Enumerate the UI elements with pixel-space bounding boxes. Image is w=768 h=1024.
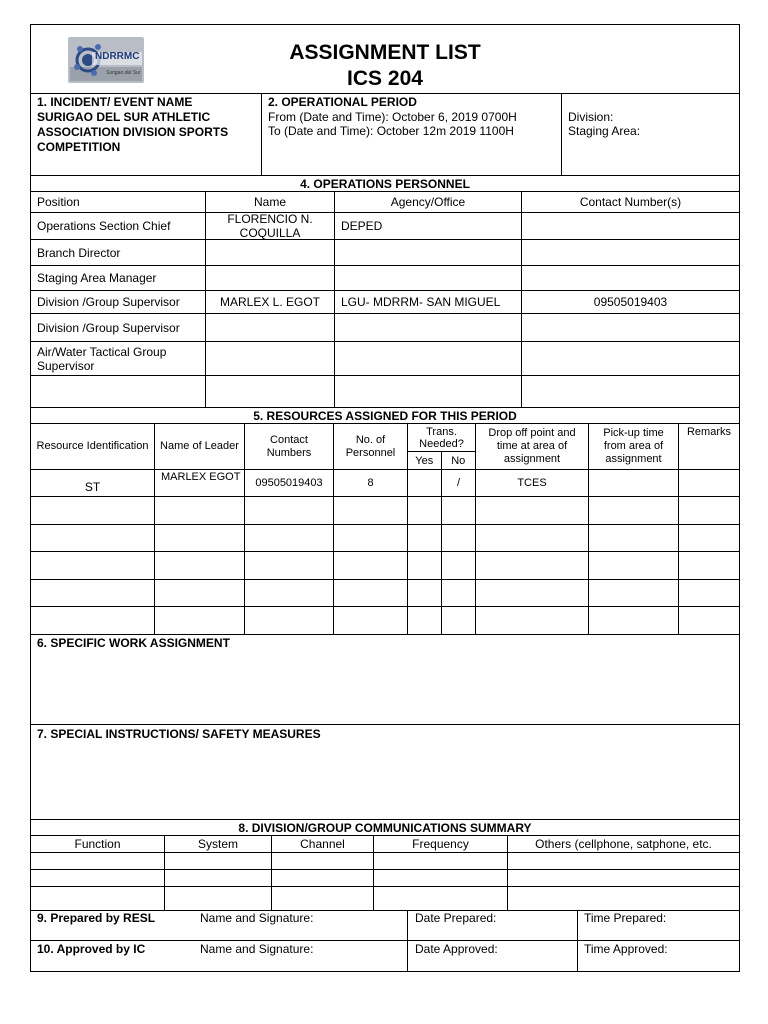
- resource-row: [31, 525, 739, 552]
- resource-personnel: [334, 525, 408, 552]
- resource-trans-no: [442, 497, 476, 525]
- resource-trans-yes: [408, 607, 442, 635]
- ops-row: [31, 376, 739, 408]
- ops-position-text: Air/Water Tactical Group Supervisor: [37, 344, 167, 373]
- operations-personnel-title: 4. OPERATIONS PERSONNEL: [300, 177, 470, 191]
- ops-row: [31, 342, 739, 376]
- incident-name-line2: ASSOCIATION DIVISION SPORTS: [37, 125, 229, 139]
- ops-row: [31, 213, 739, 240]
- approved-by-label: 10. Approved by IC: [37, 942, 146, 956]
- logo-text: NDRRMC: [95, 51, 140, 62]
- header-resource-id: [31, 424, 155, 470]
- header-trans-needed: [408, 424, 476, 470]
- ops-position: [31, 213, 206, 240]
- header-others-text: Others (cellphone, satphone, etc.: [535, 837, 712, 851]
- header-contact: [522, 192, 739, 213]
- division-field: Division:: [568, 110, 614, 124]
- ops-contact: [522, 342, 739, 376]
- ops-agency: [335, 314, 522, 342]
- resource-dropoff: [476, 552, 589, 580]
- ops-name: [206, 240, 335, 266]
- resource-remarks: [679, 525, 739, 552]
- resource-contact-text: 09505019403: [255, 477, 323, 489]
- resource-dropoff: [476, 607, 589, 635]
- table-cell: [508, 887, 739, 910]
- header-dropoff-text: Drop off point and time at area of assignment: [488, 427, 576, 465]
- resource-leader: [155, 525, 245, 552]
- ops-position-text: Division /Group Supervisor: [37, 295, 180, 309]
- ops-agency: [335, 342, 522, 376]
- header-system: [165, 836, 272, 853]
- resource-id: [31, 607, 155, 635]
- ops-name: [206, 342, 335, 376]
- ops-agency-text: DEPED: [341, 219, 383, 233]
- resource-remarks: [679, 580, 739, 607]
- ops-position: [31, 266, 206, 291]
- incident-name-line1: SURIGAO DEL SUR ATHLETIC: [37, 110, 211, 124]
- resource-contact: [245, 607, 334, 635]
- staging-area-field: Staging Area:: [568, 124, 641, 138]
- ops-name: [206, 213, 335, 240]
- ops-position: [31, 314, 206, 342]
- comm-row: [31, 887, 739, 910]
- table-cell: [374, 870, 508, 887]
- header-frequency: [374, 836, 508, 853]
- header-trans-no-text: No: [451, 454, 466, 467]
- header-channel: [272, 836, 374, 853]
- header-trans-subrow: [408, 452, 475, 469]
- resource-id-text: ST: [84, 480, 101, 494]
- resource-personnel-text: 8: [367, 477, 374, 489]
- ops-contact: [522, 213, 739, 240]
- ops-agency: [335, 266, 522, 291]
- header-function: [31, 836, 165, 853]
- header-personnel: [334, 424, 408, 470]
- resource-row: [31, 607, 739, 635]
- logo-subtext: Surigao del Sur: [106, 70, 141, 76]
- header-position: [31, 192, 206, 213]
- resource-contact: [245, 580, 334, 607]
- table-cell: [508, 853, 739, 870]
- ops-contact: [522, 314, 739, 342]
- ops-agency: [335, 291, 522, 314]
- resources-assigned-title: 5. RESOURCES ASSIGNED FOR THIS PERIOD: [253, 409, 517, 423]
- operational-period-to: To (Date and Time): October 12m 2019 1100H: [268, 124, 514, 138]
- table-cell: [31, 887, 165, 910]
- table-cell: [165, 853, 272, 870]
- header-pickup-text: Pick-up time from area of assignment: [603, 427, 664, 465]
- header-agency: [335, 192, 522, 213]
- ops-name: [206, 376, 335, 408]
- resource-trans-no: [442, 580, 476, 607]
- header-others: [508, 836, 739, 853]
- resource-leader: [155, 552, 245, 580]
- header-channel-text: Channel: [300, 837, 345, 851]
- header-frequency-text: Frequency: [412, 837, 469, 851]
- resource-row: [31, 470, 739, 497]
- incident-name-line3: COMPETITION: [37, 140, 121, 154]
- date-prepared: Date Prepared:: [415, 911, 497, 925]
- table-cell: [165, 887, 272, 910]
- resource-row: [31, 497, 739, 525]
- resource-dropoff: [476, 470, 589, 497]
- ops-name: [206, 291, 335, 314]
- operational-period-label: 2. OPERATIONAL PERIOD: [268, 95, 417, 109]
- resource-trans-no: [442, 525, 476, 552]
- header-contact-numbers-text: Contact Numbers: [266, 433, 312, 459]
- header-name: [206, 192, 335, 213]
- ops-agency-text: LGU- MDRRM- SAN MIGUEL: [341, 295, 501, 309]
- ndrrmc-logo: [68, 37, 144, 83]
- ops-position: [31, 376, 206, 408]
- ops-contact: [522, 291, 739, 314]
- prepared-by-label: 9. Prepared by RESL: [37, 911, 156, 925]
- resource-personnel: [334, 607, 408, 635]
- ics-204-form: [30, 24, 740, 972]
- table-cell: [272, 853, 374, 870]
- resource-trans-yes: [408, 552, 442, 580]
- header-resource-id-text: Resource Identification: [36, 440, 149, 452]
- resource-id: [31, 552, 155, 580]
- header-contact-text: Contact Number(s): [579, 195, 682, 209]
- resource-contact: [245, 470, 334, 497]
- resource-pickup: [589, 607, 679, 635]
- resource-leader: [155, 497, 245, 525]
- table-cell: [374, 853, 508, 870]
- table-cell: [272, 870, 374, 887]
- date-approved: Date Approved:: [415, 942, 498, 956]
- form-code: ICS 204: [347, 67, 423, 90]
- header-trans-yes-text: Yes: [415, 454, 434, 467]
- header-trans-yes: [408, 452, 442, 469]
- resource-contact: [245, 497, 334, 525]
- header-trans-no: [442, 452, 476, 469]
- resource-pickup: [589, 552, 679, 580]
- table-cell: [31, 870, 165, 887]
- resource-contact: [245, 552, 334, 580]
- ops-position-text: Branch Director: [37, 245, 121, 260]
- resource-id: [31, 470, 155, 497]
- resource-remarks: [679, 497, 739, 525]
- header-agency-text: Agency/Office: [390, 195, 466, 209]
- header-remarks: [679, 424, 739, 470]
- resource-trans-yes: [408, 580, 442, 607]
- resource-trans-no: [442, 470, 476, 497]
- resource-personnel: [334, 580, 408, 607]
- ops-contact: [522, 376, 739, 408]
- table-cell: [165, 870, 272, 887]
- ops-position-text: Operations Section Chief: [37, 219, 171, 233]
- header-system-text: System: [197, 837, 238, 851]
- resource-pickup: [589, 525, 679, 552]
- ops-header-row: [31, 192, 739, 213]
- resource-trans-yes: [408, 470, 442, 497]
- resource-remarks: [679, 552, 739, 580]
- resource-id: [31, 525, 155, 552]
- resource-pickup: [589, 497, 679, 525]
- header-personnel-text: No. of Personnel: [345, 433, 396, 459]
- approved-name-signature: Name and Signature:: [200, 942, 314, 956]
- ops-contact: [522, 266, 739, 291]
- ops-contact: [522, 240, 739, 266]
- resource-personnel: [334, 497, 408, 525]
- time-approved: Time Approved:: [584, 942, 668, 956]
- specific-work-assignment-label: 6. SPECIFIC WORK ASSIGNMENT: [37, 636, 230, 650]
- ops-name: [206, 266, 335, 291]
- resource-id: [31, 497, 155, 525]
- incident-name-label: 1. INCIDENT/ EVENT NAME: [37, 95, 193, 109]
- ops-row: [31, 314, 739, 342]
- resource-remarks: [679, 607, 739, 635]
- header-dropoff: [476, 424, 589, 470]
- comm-header-row: [31, 836, 739, 853]
- resource-trans-no-text: /: [456, 477, 461, 489]
- header-position-text: Position: [37, 195, 80, 209]
- resource-leader: [155, 580, 245, 607]
- special-instructions-label: 7. SPECIAL INSTRUCTIONS/ SAFETY MEASURES: [37, 727, 321, 741]
- resource-leader-text: MARLEX EGOT: [161, 471, 241, 483]
- ops-name: [206, 314, 335, 342]
- ops-row: [31, 240, 739, 266]
- resource-pickup: [589, 470, 679, 497]
- header-leader-text: Name of Leader: [160, 440, 239, 452]
- ops-position-text: Staging Area Manager: [37, 271, 157, 285]
- header-remarks-text: Remarks: [686, 426, 731, 438]
- resource-id: [31, 580, 155, 607]
- ops-position: [31, 342, 206, 376]
- ops-agency: [335, 376, 522, 408]
- resource-trans-no: [442, 607, 476, 635]
- table-cell: [31, 853, 165, 870]
- ops-position-text: Division /Group Supervisor: [37, 320, 180, 335]
- ops-agency: [335, 213, 522, 240]
- table-cell: [374, 887, 508, 910]
- resource-trans-yes: [408, 497, 442, 525]
- communications-summary-title: 8. DIVISION/GROUP COMMUNICATIONS SUMMARY: [238, 821, 532, 835]
- comm-row: [31, 853, 739, 870]
- resources-header-row: [31, 424, 739, 470]
- resource-dropoff: [476, 497, 589, 525]
- resource-row: [31, 580, 739, 607]
- resource-leader: [155, 470, 245, 497]
- resource-personnel: [334, 552, 408, 580]
- table-cell: [508, 870, 739, 887]
- resource-dropoff: [476, 580, 589, 607]
- header-leader: [155, 424, 245, 470]
- header-pickup: [589, 424, 679, 470]
- resource-remarks: [679, 470, 739, 497]
- resource-contact: [245, 525, 334, 552]
- form-title: ASSIGNMENT LIST: [289, 41, 481, 64]
- resource-personnel: [334, 470, 408, 497]
- ops-name-text: MARLEX L. EGOT: [219, 295, 321, 309]
- ops-agency: [335, 240, 522, 266]
- header-function-text: Function: [74, 837, 121, 851]
- resource-trans-no: [442, 552, 476, 580]
- time-prepared: Time Prepared:: [584, 911, 667, 925]
- header-contact-numbers: [245, 424, 334, 470]
- ops-position: [31, 291, 206, 314]
- resource-dropoff-text: TCES: [517, 477, 547, 489]
- resource-pickup: [589, 580, 679, 607]
- resource-row: [31, 552, 739, 580]
- table-cell: [272, 887, 374, 910]
- ops-name-text: FLORENCIO N. COQUILLA: [227, 212, 313, 240]
- ops-row: [31, 266, 739, 291]
- header-trans-text: Trans. Needed?: [419, 425, 464, 450]
- header-name-text: Name: [253, 195, 286, 209]
- resource-trans-yes: [408, 525, 442, 552]
- ops-contact-text: 09505019403: [593, 295, 668, 309]
- header-trans-label: [408, 424, 475, 452]
- ops-row: [31, 291, 739, 314]
- resource-dropoff: [476, 525, 589, 552]
- operational-period-from: From (Date and Time): October 6, 2019 0700H: [268, 110, 517, 124]
- comm-row: [31, 870, 739, 887]
- resource-leader: [155, 607, 245, 635]
- ops-position: [31, 240, 206, 266]
- prepared-name-signature: Name and Signature:: [200, 911, 314, 925]
